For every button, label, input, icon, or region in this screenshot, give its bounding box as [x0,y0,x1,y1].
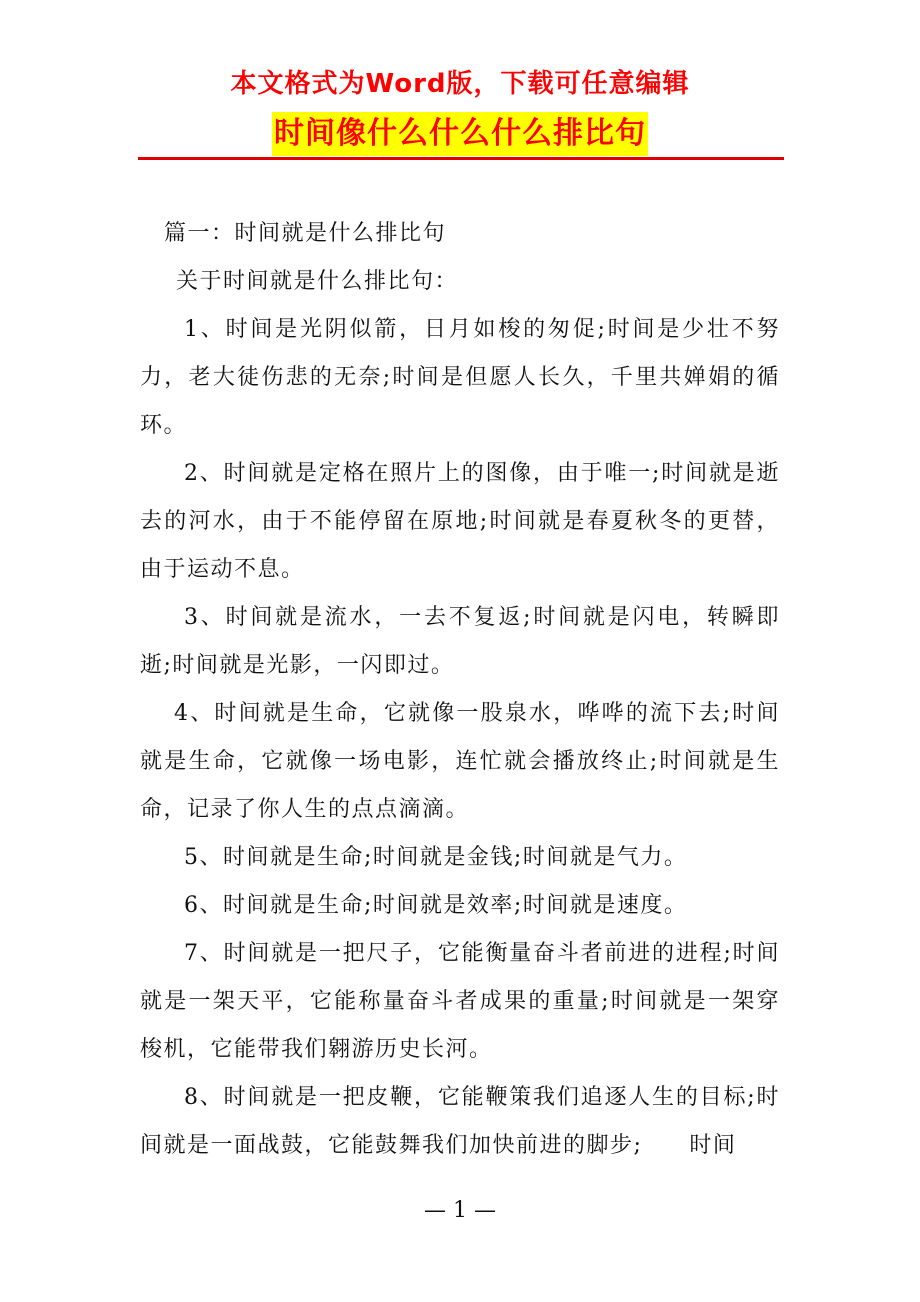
paragraph-item: 2、时间就是定格在照片上的图像，由于唯一;时间就是逝去的河水，由于不能停留在原地;时间就是春夏秋冬的更替，由于运动不息。 [140,461,780,582]
paragraph-item: 1、时间是光阴似箭，日月如梭的匆促;时间是少壮不努力，老大徒伤悲的无奈;时间是但愿人长久，千里共婵娟的循环。 [140,317,780,438]
page-number: — 1 — [424,1198,496,1223]
format-notice: 本文格式为Word版，下载可任意编辑 [230,69,690,99]
paragraph-item: 5、时间就是生命;时间就是金钱;时间就是气力。 [184,845,688,870]
document-title: 时间像什么什么什么排比句 [272,112,648,156]
intro-line: 关于时间就是什么排比句： [176,269,459,294]
paragraph-item: 8、时间就是一把皮鞭，它能鞭策我们追逐人生的目标;时间就是一面战鼓，它能鼓舞我们加快前进的脚步; 时间 [140,1085,780,1158]
section-heading: 篇一：时间就是什么排比句 [164,221,447,246]
title-divider [138,157,784,160]
paragraph-item: 7、时间就是一把尺子，它能衡量奋斗者前进的进程;时间就是一架天平，它能称量奋斗者成果的重量;时间就是一架穿梭机，它能带我们翱游历史长河。 [140,941,780,1062]
document-body [140,210,780,1170]
paragraph-item: 4、时间就是生命，它就像一股泉水，哗哗的流下去;时间就是生命，它就像一场电影，连忙就会播放终止;时间就是生命，记录了你人生的点点滴滴。 [140,701,780,822]
title-container [0,112,920,156]
paragraph-item: 3、时间就是流水，一去不复返;时间就是闪电，转瞬即逝;时间就是光影，一闪即过。 [140,605,780,678]
paragraph-item: 6、时间就是生命;时间就是效率;时间就是速度。 [184,893,688,918]
